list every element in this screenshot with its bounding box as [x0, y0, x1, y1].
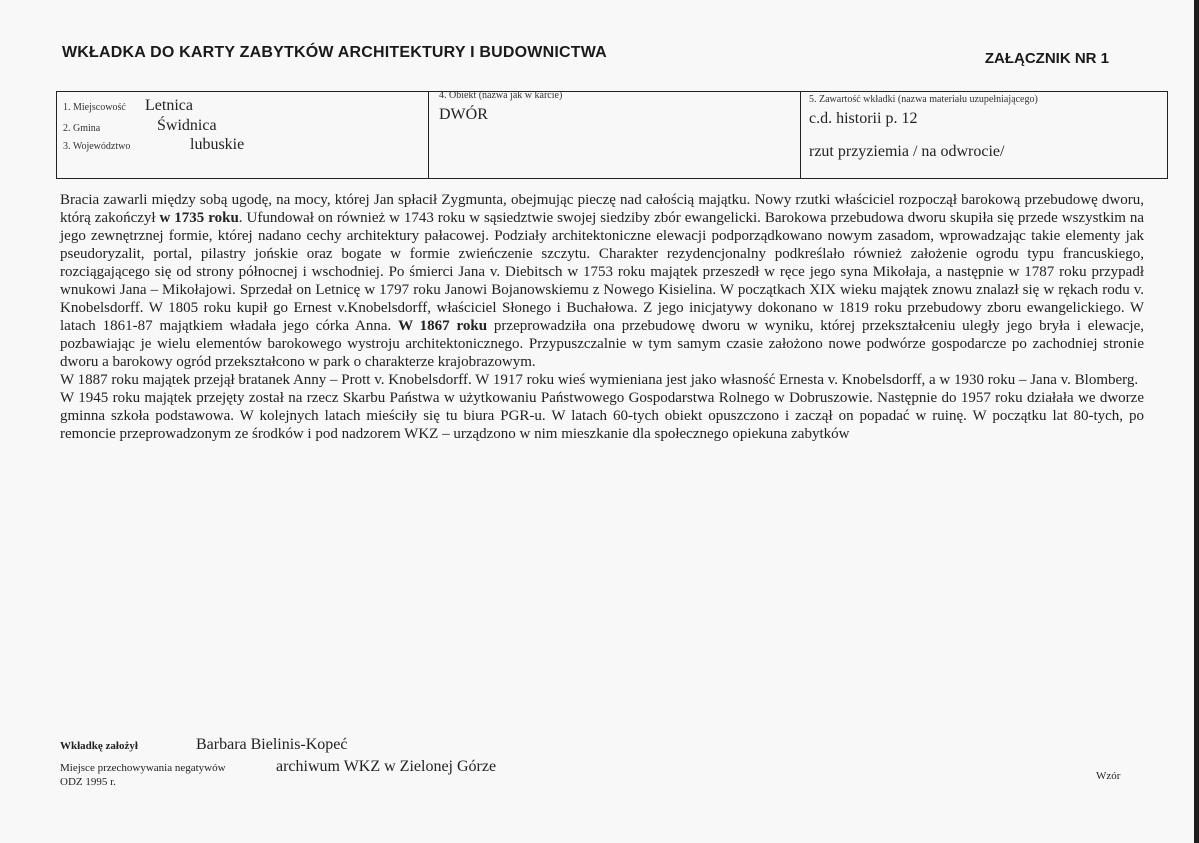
- paragraph-2: W 1887 roku majątek przejął bratanek Anny – Prott v. Knobelsdorff. W 1917 roku wieś wymieniana jest jako własność Ernesta v. Knobelsdorff, a w 1930 roku – Jana v. Blomberg.: [60, 372, 1139, 388]
- voivodeship-label: 3. Województwo: [63, 141, 131, 152]
- content-cell: [801, 92, 1167, 178]
- content-value-2: rzut przyziemia / na odwrocie/: [809, 143, 1005, 160]
- paragraph-1-part-a: Bracia zawarli między sobą ugodę, na mocy, której Jan spłacił Zygmunta, obejmując pieczę nad całością majątku. Nowy rzutki właściciel rozpoczął barokową przebudowę dworu, którą zakończył: [60, 192, 1144, 226]
- storage-value: archiwum WKZ w Zielonej Górze: [276, 758, 497, 775]
- paragraph-1-part-c: przeprowadziła ona przebudowę dworu w wyniku, której przekształceniu uległy jego bryła i elewacje, pozbawiając je wielu elementów barokowego wystroju architektonicznego. Przypuszczalnie w tym samym czasie założono nowe podwórze gospodarcze po zachodniej stronie dworu a barokowy ogród przekształcono w park o charakterze krajobrazowym.: [60, 318, 1144, 370]
- content-value-1: c.d. historii p. 12: [809, 110, 918, 127]
- content-label: 5. Zawartość wkładki (nazwa materiału uzupełniającego): [809, 94, 1038, 105]
- history-text: [60, 191, 1144, 443]
- commune-value: Świdnica: [157, 117, 217, 134]
- commune-label: 2. Gmina: [63, 123, 101, 134]
- page-title: WKŁADKA DO KARTY ZABYTKÓW ARCHITEKTURY I BUDOWNICTWA: [62, 44, 607, 61]
- locality-value: Letnica: [145, 97, 193, 114]
- location-cell: [57, 92, 429, 178]
- template-mark: Wzór: [1096, 770, 1121, 782]
- form-code: ODZ 1995 r.: [60, 776, 116, 788]
- header-table: [56, 91, 1168, 179]
- object-value: DWÓR: [439, 106, 488, 123]
- created-by-value: Barbara Bielinis-Kopeć: [196, 736, 348, 753]
- locality-label: 1. Miejscowość: [63, 102, 126, 113]
- object-label: 4. Obiekt (nazwa jak w karcie): [439, 90, 563, 101]
- date-1735: w 1735 roku: [159, 210, 239, 226]
- storage-label: Miejsce przechowywania negatywów: [60, 762, 226, 774]
- page-edge-shadow: [1194, 0, 1199, 843]
- date-1867: W 1867 roku: [398, 318, 488, 334]
- object-cell: [429, 92, 801, 178]
- attachment-number: ZAŁĄCZNIK NR 1: [984, 50, 1109, 67]
- paragraph-1-part-b: . Ufundował on również w 1743 roku w sąsiedztwie swojej siedziby zbór ewangelicki. Barokowa przebudowa dworu skupiła się przede wszystkim na jego zewnętrznej formie, której nadano cechy architektury pałacowej. Podziały architektoniczne elewacji podporządkowano nowym zasadom, wprowadzając takie elementy jak pseudoryzalit, portal, pilastry jońskie oraz bogate w formie zwieńczenie szczytu. Charakter rezydencjonalny podkreślało również założenie ogrodu typu francuskiego, rozciągającego się od strony północnej i wschodniej. Po śmierci Jana v. Diebitsch w 1753 roku majątek przeszedł w ręce jego syna Mikołaja, a następnie w 1787 roku przypadł wnukowi Jana – Mikołajowi. Sprzedał on Letnicę w 1797 roku Janowi Bojanowskiemu z Nowego Kisielina. W początkach XIX wieku majątek znowu znalazł się w rękach rodu v. Knobelsdorff. W 1805 roku kupił go Ernest v.Knobelsdorff, właściciel Słonego i Buchałowa. Z jego inicjatywy dokonano w 1819 roku przebudowy zboru ewangelickiego. W latach 1861-87 majątkiem władała jego córka Anna.: [60, 210, 1145, 334]
- paragraph-3: W 1945 roku majątek przejęty został na rzecz Skarbu Państwa w użytkowaniu Państwowego Gospodarstwa Rolnego w Dobruszowie. Następnie do 1957 roku działała we dworze gminna szkoła podstawowa. W kolejnych latach mieściły się tu biura PGR-u. W latach 60-tych obiekt opuszczono i zaczął on popadać w ruinę. W początku lat 80-tych, po remoncie przeprowadzonym ze środków i pod nadzorem WKZ – urządzono w nim mieszkanie dla społecznego opiekuna zabytków: [60, 390, 1144, 442]
- voivodeship-value: lubuskie: [190, 136, 245, 153]
- created-by-label: Wkładkę założył: [60, 740, 138, 752]
- paragraph-1: [60, 191, 1144, 371]
